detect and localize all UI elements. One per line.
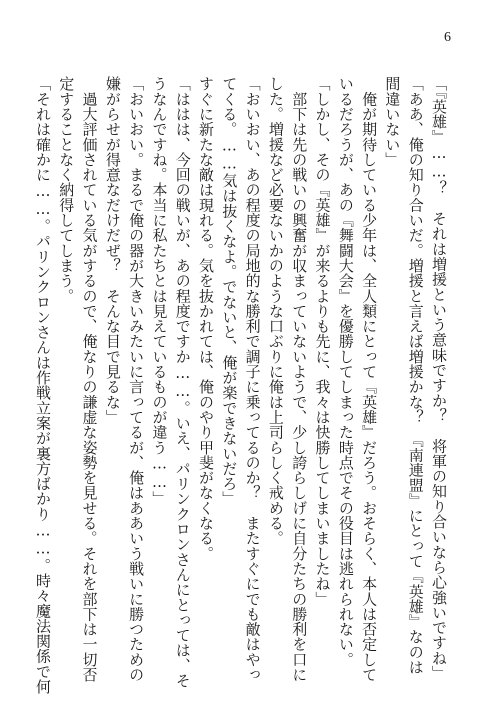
text-line: うなんですね。本当に私たちとは見えているものが違う……」: [150, 76, 169, 507]
text-line: 「『英雄』……？ それは増援という意味ですか？ 将軍の知り合いなら心強いですね」: [430, 76, 448, 681]
text-line: した。増援など必要ないかのような口ぶりに俺は上司らしく戒める。: [266, 76, 285, 546]
text-line: 「ああ、俺の知り合いだ。増援と言えば増援かな？ 『南連盟』にとって『英雄』なのは: [406, 76, 425, 675]
text-line: 定することなく納得してしまう。: [57, 76, 76, 304]
page-number: 6: [444, 30, 451, 45]
text-line: 俺が期待している少年は、全人類にとって『英雄』だろう。おそらく、本人は否定して: [360, 76, 379, 682]
text-line: 「おいおい。まるで俺の器が大きいみたいに言ってるが、俺はああいう戦いに勝つための: [127, 76, 146, 682]
text-line: すぐに新たな敵は現れる。気を抜かれては、俺のやり甲斐がなくなる。: [197, 76, 216, 561]
text-line: 嫌がらせが得意なだけだぜ？ そんな目で見るな」: [103, 76, 122, 425]
text-line: 間違いない」: [383, 76, 402, 167]
text-line: 過大評価されている気がするので、俺なりの謙虚な姿勢を見せる。それを部下は一切否: [80, 76, 99, 682]
text-line: 「おいおい、あの程度の局地的な勝利で調子に乗ってるのか？ またすぐにでも敵はやっ: [243, 76, 262, 682]
text-line: てくる。……気は抜くなよ。でないと、俺が楽できないだろ」: [220, 76, 239, 507]
text-line: 「ははは、今回の戦いが、あの程度ですか……。いえ、パリンクロンさんにとっては、そ: [173, 76, 192, 688]
text-line: 部下は先の戦いの興奮が収まっていないようで、少し誇らしげに自分たちの勝利を口に: [290, 76, 309, 682]
vertical-text-body: [33, 76, 450, 694]
text-line: 「それは確かに……。パリンクロンさんは作戦立案が裏方ばかり……。時々魔法関係で何: [33, 76, 52, 694]
text-line: いるだろうが、あの『舞闘大会』を優勝してしまった時点でその役目は逃れられない。: [336, 76, 355, 667]
text-line: 「しかし、その『英雄』が来るよりも先に、我々は快勝してしまいましたね」: [313, 76, 332, 607]
